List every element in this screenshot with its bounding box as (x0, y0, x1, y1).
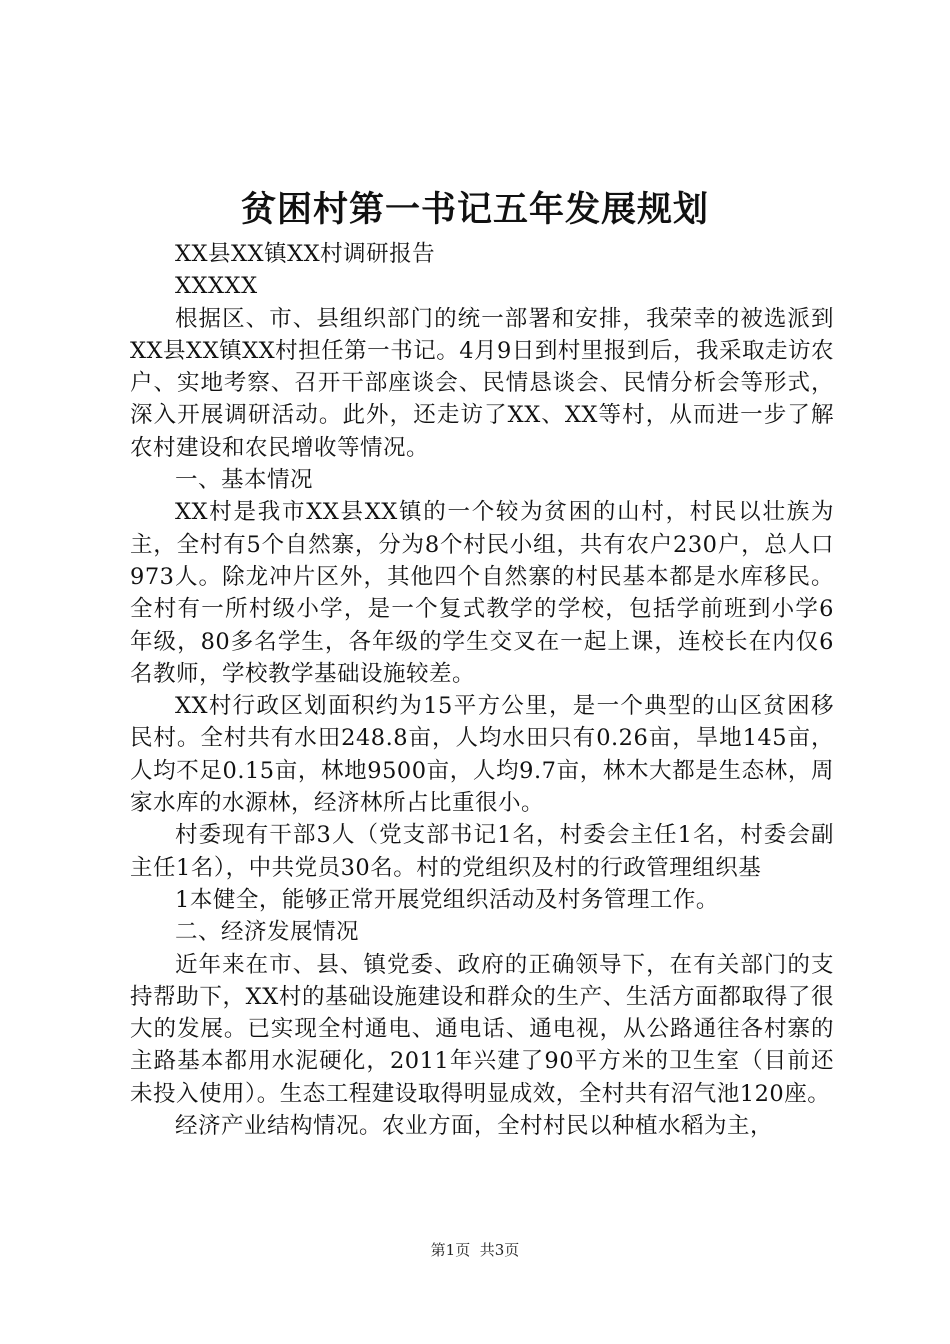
body-paragraph: 近年来在市、县、镇党委、政府的正确领导下，在有关部门的支持帮助下，XX村的基础设施建设和群众的生产、生活方面都取得了很大的发展。已实现全村通电、通电话、通电视，从公路通往各村寨的主路基本都用水泥硬化，2011年兴建了90平方米的卫生室（目前还未投入使用）。生态工程建设取得明显成效，全村共有沼气池120座。 (130, 951, 834, 1107)
author-line: XXXXX (175, 273, 258, 300)
page-footer (0, 1240, 950, 1260)
body-paragraph: XX村行政区划面积约为15平方公里，是一个典型的山区贫困移民村。全村共有水田248.8亩，人均水田只有0.26亩，旱地145亩，人均不足0.15亩，林地9500亩，人均9.7亩，林木大都是生态林，周家水库的水源林，经济林所占比重很小。 (130, 693, 834, 817)
section-heading: 二、经济发展情况 (175, 919, 360, 946)
page-number: 第1页 (430, 1241, 471, 1259)
document-title: 贫困村第一书记五年发展规划 (240, 189, 709, 230)
body-paragraph: 1本健全，能够正常开展党组织活动及村务管理工作。 (175, 886, 719, 913)
body-paragraph: XX村是我市XX县XX镇的一个较为贫困的山村，村民以壮族为主，全村有5个自然寨，分为8个村民小组，共有农户230户，总人口973人。除龙冲片区外，其他四个自然寨的村民基本都是水库移民。全村有一所村级小学，是一个复式教学的学校，包括学前班到小学6年级，80多名学生，各年级的学生交叉在一起上课，连校长在内仅6名教师，学校教学基础设施较差。 (130, 499, 834, 687)
body-paragraph: 根据区、市、县组织部门的统一部署和安排，我荣幸的被选派到XX县XX镇XX村担任第一书记。4月9日到村里报到后，我采取走访农户、实地考察、召开干部座谈会、民情恳谈会、民情分析会等形式，深入开展调研活动。此外，还走访了XX、XX等村，从而进一步了解农村建设和农民增收等情况。 (130, 305, 834, 461)
body-paragraph: 经济产业结构情况。农业方面，全村村民以种植水稻为主， (175, 1113, 774, 1140)
document-body (130, 238, 834, 1142)
page-total: 共3页 (479, 1241, 520, 1259)
section-heading: 一、基本情况 (175, 467, 314, 494)
report-subtitle: XX县XX镇XX村调研报告 (175, 241, 436, 267)
body-paragraph: 村委现有干部3人（党支部书记1名，村委会主任1名，村委会副主任1名），中共党员30名。村的党组织及村的行政管理组织基 (130, 822, 834, 881)
